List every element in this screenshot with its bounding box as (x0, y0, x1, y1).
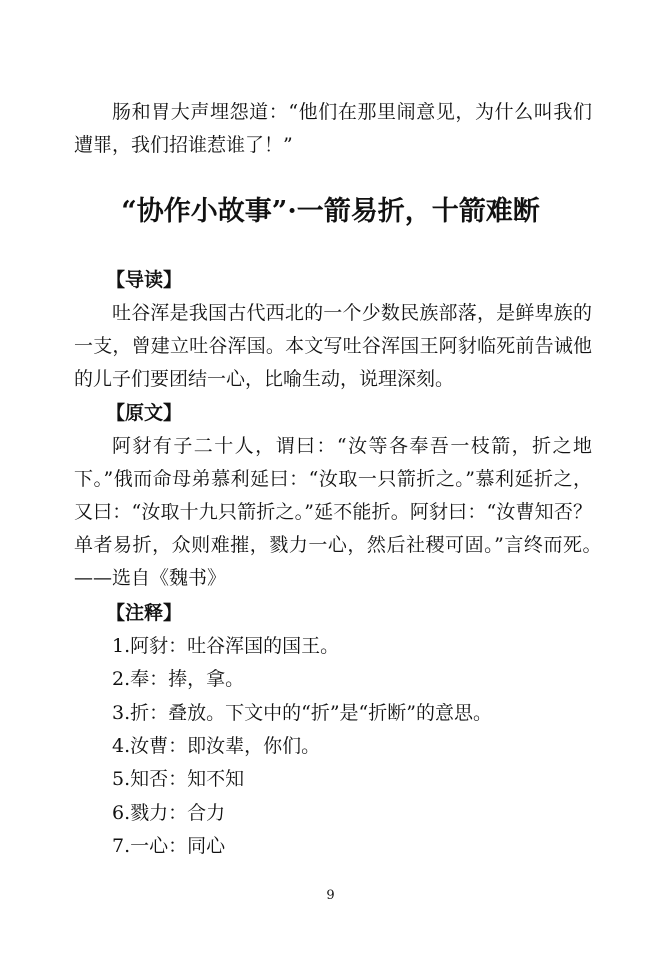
note-item: 1.阿豺：吐谷浑国的国王。 (112, 635, 340, 657)
yuanwen-label: 【原文】 (106, 402, 183, 424)
note-item: 6.戮力：合力 (112, 802, 226, 824)
intro-paragraph: 肠和胃大声埋怨道：“他们在那里闹意见，为什么叫我们遭罪，我们招谁惹谁了！” (74, 101, 592, 156)
daodu-paragraph: 吐谷浑是我国古代西北的一个少数民族部落，是鲜卑族的一支，曾建立吐谷浑国。本文写吐谷浑国王阿豺临死前告诫他的儿子们要团结一心，比喻生动，说理深刻。 (74, 302, 592, 390)
note-item: 2.奉：捧，拿。 (112, 668, 245, 690)
note-item: 4.汝曹：即汝辈，你们。 (112, 735, 321, 757)
zhushi-label: 【注释】 (106, 602, 183, 624)
note-item: 5.知否：知不知 (112, 768, 245, 790)
story-heading: “协作小故事”·一箭易折，十箭难断 (121, 196, 540, 227)
daodu-label: 【导读】 (106, 269, 183, 291)
note-item: 7.一心：同心 (112, 835, 226, 857)
yuanwen-paragraph: 阿豺有子二十人，谓曰：“汝等各奉吾一枝箭，折之地下。”俄而命母弟慕利延曰：“汝取一只箭折之。”慕利延折之，又曰：“汝取十九只箭折之。”延不能折。阿豺曰：“汝曹知否？单者易折，众则难摧，戮力一心，然后社稷可固。”言终而死。 ——选自《魏书》 (74, 435, 612, 589)
page-number: 9 (326, 888, 335, 903)
note-item: 3.折：叠放。下文中的“折”是“折断”的意思。 (112, 702, 492, 724)
